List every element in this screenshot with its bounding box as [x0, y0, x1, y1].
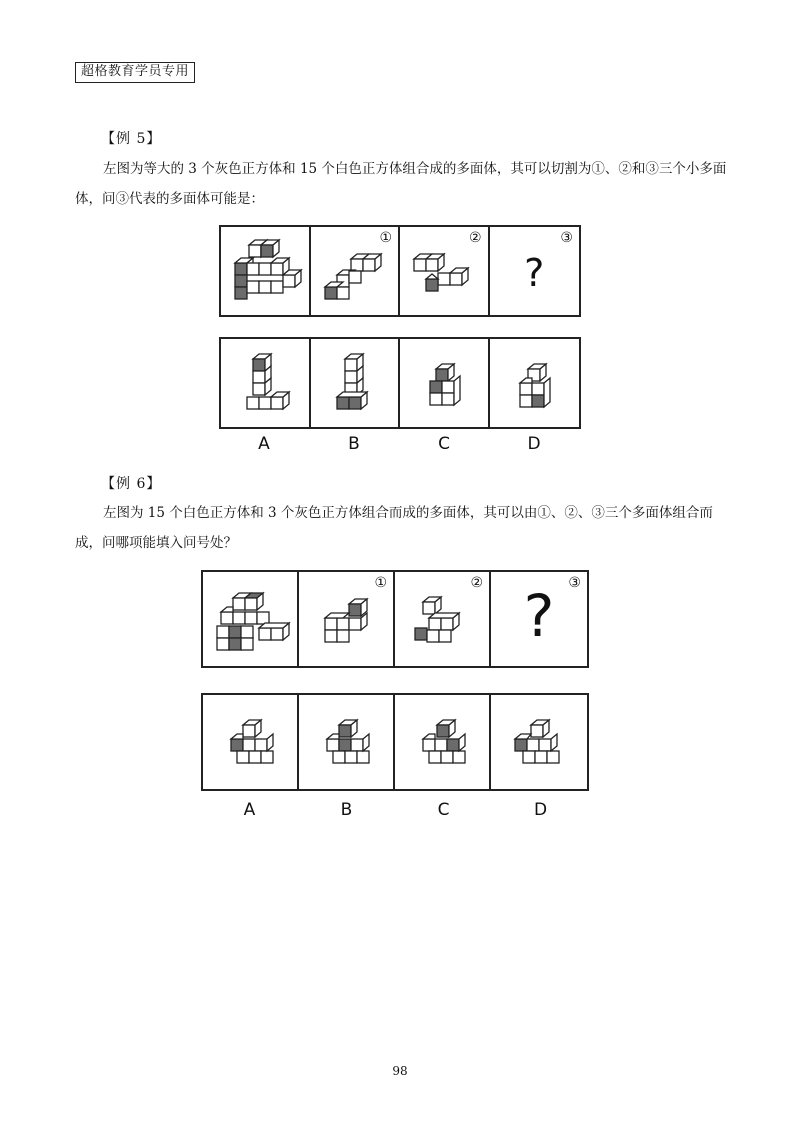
piece-1-badge: ① [379, 230, 392, 246]
example5-piece-2 [400, 227, 490, 315]
piece-2-badge-6: ② [470, 575, 483, 591]
piece-3-badge: ③ [560, 230, 573, 246]
example5-options-strip [219, 337, 581, 429]
option-c-label[interactable]: C [438, 434, 450, 454]
example6-label: 【例 6】 [101, 476, 162, 492]
example5-option-d-figure[interactable] [490, 339, 579, 427]
option-d-label[interactable]: D [527, 434, 541, 454]
option-d-label-6[interactable]: D [533, 800, 548, 820]
example6-piece-1 [299, 572, 395, 666]
example6-composite-figure [203, 572, 299, 666]
example5-piece-3 [490, 227, 579, 315]
example6-option-d-figure[interactable] [491, 695, 587, 789]
option-b-label-6[interactable]: B [340, 800, 353, 820]
example6-piece-2 [395, 572, 491, 666]
example6-options-strip [201, 693, 589, 791]
example5-option-b-figure[interactable] [311, 339, 401, 427]
option-b-label[interactable]: B [348, 434, 360, 454]
header-tag: 超格教育学员专用 [75, 62, 195, 83]
example5-option-labels [219, 434, 581, 454]
option-c-label-6[interactable]: C [437, 800, 450, 820]
question-mark-6: ? [523, 582, 555, 650]
example5-text: 左图为等大的 3 个灰色正方体和 15 个白色正方体组合成的多面体，其可以切割为①、②和③三个小多面体，问③代表的多面体可能是： [75, 161, 727, 207]
example6-piece-3 [491, 572, 587, 666]
piece-1-badge-6: ① [374, 575, 387, 591]
option-a-label-6[interactable]: A [243, 800, 256, 820]
example6-option-c-figure[interactable] [395, 695, 491, 789]
example6-option-b-figure[interactable] [299, 695, 395, 789]
piece-2-badge: ② [468, 230, 482, 246]
example6-option-a-figure[interactable] [203, 695, 299, 789]
example6-text: 左图为 15 个白色正方体和 3 个灰色正方体组合而成的多面体，其可以由①、②、③三个多面体组合而成，问哪项能填入问号处？ [75, 505, 713, 551]
example5-piece-1 [311, 227, 401, 315]
option-a-label[interactable]: A [258, 434, 270, 454]
page-number: 98 [392, 1064, 408, 1078]
example5-question-strip [219, 225, 581, 317]
example5-label: 【例 5】 [101, 131, 162, 147]
example5-option-a-figure[interactable] [221, 339, 311, 427]
example5-option-c-figure[interactable] [400, 339, 490, 427]
example5-composite-figure [221, 227, 311, 315]
piece-3-badge-6: ③ [568, 575, 581, 591]
question-mark: ? [524, 251, 545, 295]
example6-option-labels [201, 800, 589, 820]
example6-question-strip [201, 570, 589, 668]
